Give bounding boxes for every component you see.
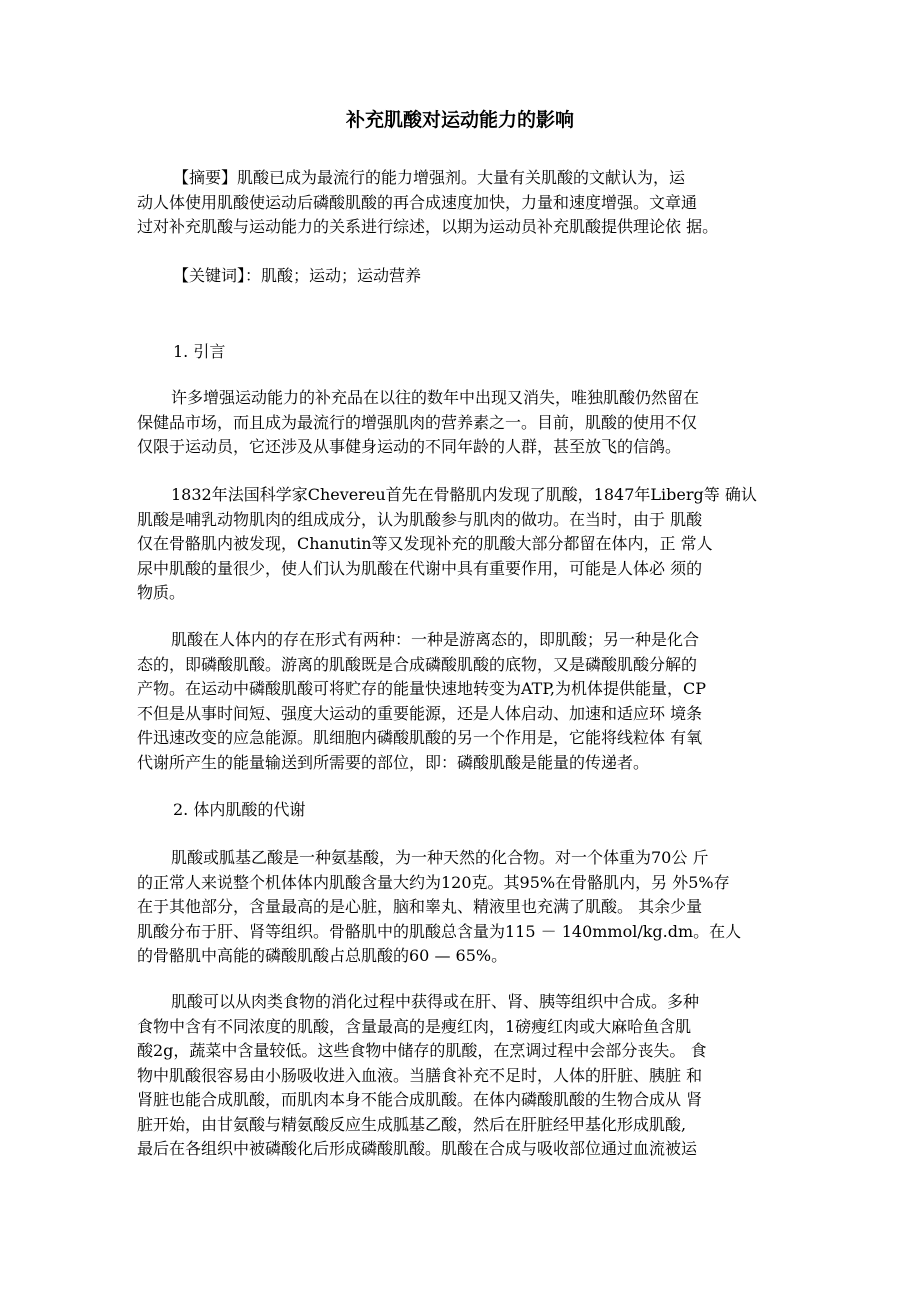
section-1-paragraph-1 [137,386,791,460]
section-1-heading: 1. 引言 [173,342,226,361]
paragraph-line: 仅在骨骼肌内被发现，Chanutin等又发现补充的肌酸大部分都留在体内，正 常人 [137,534,713,553]
paragraph-line: 在于其他部分，含量最高的是心脏，脑和睾丸、精液里也充满了肌酸。 其余少量 [137,897,703,916]
paragraph-line: 保健品市场，而且成为最流行的增强肌肉的营养素之一。目前，肌酸的使用不仅 [137,412,698,432]
paragraph-line: 食物中含有不同浓度的肌酸，含量最高的是瘦红肉，1磅瘦红肉或大麻哈鱼含肌 [137,1016,692,1036]
section-2-paragraph-1 [137,846,791,969]
paragraph-line: 态的，即磷酸肌酸。游离的肌酸既是合成磷酸肌酸的底物，又是磷酸肌酸分解的 [137,654,698,674]
paragraph-line: 肌酸分布于肝、肾等组织。骨骼肌中的肌酸总含量为115 － 140mmol/kg.dm。在人 [137,921,742,941]
section-1-paragraph-2 [137,483,791,606]
paragraph-line: 许多增强运动能力的补充品在以往的数年中出现又消失，唯独肌酸仍然留在 [171,388,700,407]
paragraph-line: 酸2g，蔬菜中含量较低。这些食物中储存的肌酸，在烹调过程中会部分丧失。 食 [137,1041,707,1060]
paragraph-line: 肌酸可以从肉类食物的消化过程中获得或在肝、肾、胰等组织中合成。多种 [171,992,700,1011]
paragraph-line: 物质。 [137,583,186,602]
document-title: 补充肌酸对运动能力的影响 [345,109,574,131]
paragraph-line: 不但是从事时间短、强度大运动的重要能源，还是人体启动、加速和适应环 境条 [137,703,703,723]
paragraph-line: 物中肌酸很容易由小肠吸收进入血液。当膳食补充不足时，人体的肝脏、胰脏 和 [137,1065,703,1085]
section-2-heading: 2. 体内肌酸的代谢 [173,800,306,819]
keywords-line [137,264,791,289]
paragraph-line: 代谢所产生的能量输送到所需要的部位，即：磷酸肌酸是能量的传递者。 [137,752,650,772]
paragraph-line: 肌酸或胍基乙酸是一种氨基酸，为一种天然的化合物。对一个体重为70公 斤 [171,848,709,867]
paragraph-line: 肾脏也能合成肌酸，而肌肉本身不能合成肌酸。在体内磷酸肌酸的生物合成从 肾 [137,1090,703,1109]
paragraph-line: 的正常人来说整个机体体内肌酸含量大约为120克。其95%在骨骼肌内，另 外5%存 [137,872,730,892]
abstract-line: 动人体使用肌酸使运动后磷酸肌酸的再合成速度加快，力量和速度增强。文章通 [137,192,698,212]
paragraph-line: 最后在各组织中被磷酸化后形成磷酸肌酸。肌酸在合成与吸收部位通过血流被运 [137,1139,698,1158]
paragraph-line: 脏开始，由甘氨酸与精氨酸反应生成胍基乙酸，然后在肝脏经甲基化形成肌酸, [137,1114,687,1134]
paragraph-line: 1832年法国科学家Chevereu首先在骨骼肌内发现了肌酸，1847年Liberg等 确认 [171,485,757,504]
abstract-line: 过对补充肌酸与运动能力的关系进行综述，以期为运动员补充肌酸提供理论依 据。 [137,217,719,236]
paragraph-line: 肌酸在人体内的存在形式有两种：一种是游离态的，即肌酸；另一种是化合 [171,630,700,649]
paragraph-line: 件迅速改变的应急能源。肌细胞内磷酸肌酸的另一个作用是，它能将线粒体 有氧 [137,728,703,747]
paragraph-line: 仅限于运动员，它还涉及从事健身运动的不同年龄的人群，甚至放飞的信鸽。 [137,437,682,456]
paragraph-line: 的骨骼肌中高能的磷酸肌酸占总肌酸的60 — 65%。 [137,946,508,965]
section-1-paragraph-3 [137,628,791,775]
paragraph-line: 产物。在运动中磷酸肌酸可将贮存的能量快速地转变为ATP,为机体提供能量，CP [137,679,706,698]
paragraph-line: 尿中肌酸的量很少，使人们认为肌酸在代谢中具有重要作用，可能是人体必 须的 [137,558,703,578]
section-2-paragraph-2 [137,990,791,1162]
abstract-line: 【摘要】肌酸已成为最流行的能力增强剂。大量有关肌酸的文献认为，运 [173,168,686,187]
keywords-text: 【关键词】：肌酸；运动；运动营养 [173,266,422,285]
paragraph-line: 肌酸是哺乳动物肌肉的组成成分，认为肌酸参与肌肉的做功。在当时，由于 肌酸 [137,509,703,529]
abstract-paragraph [137,166,791,240]
